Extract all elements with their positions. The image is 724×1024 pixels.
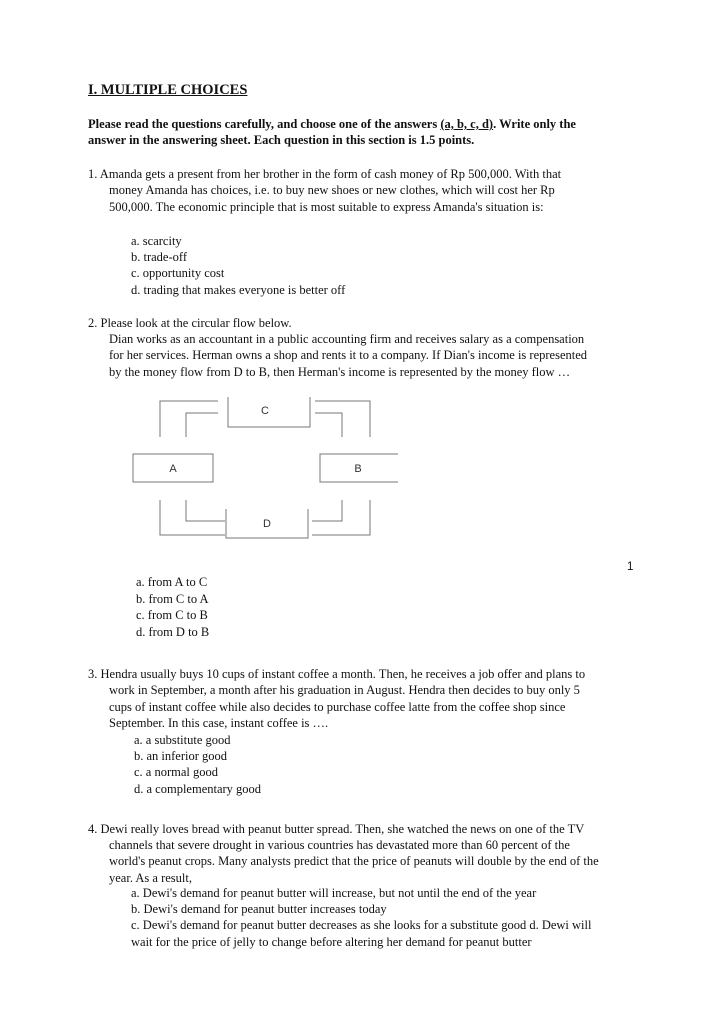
option-c: c. a normal good	[134, 765, 219, 780]
question-3-options	[134, 732, 261, 797]
question-2-line: 2. Please look at the circular flow below.	[88, 316, 292, 330]
question-2-body	[109, 331, 641, 380]
question-4-line: 4. Dewi really loves bread with peanut butter spread. Then, she watched the news on one of the TV	[88, 822, 585, 836]
question-2-line: for her services. Herman owns a shop and rents it to a company. If Dian's income is represented	[109, 348, 588, 363]
option-b: b. trade-off	[131, 250, 187, 265]
question-4-line: channels that severe drought in various countries has devastated more than 60 percent of the	[109, 838, 570, 852]
page-number: 1	[627, 561, 634, 573]
flow-line	[312, 500, 370, 535]
question-1-line: 500,000. The economic principle that is most suitable to express Amanda's situation is:	[109, 199, 544, 214]
question-4-line: world's peanut crops. Many analysts predict that the price of peanuts will double by the end of the	[109, 854, 599, 869]
flow-line	[160, 401, 218, 437]
circular-flow-diagram	[130, 395, 402, 545]
label-d: D	[263, 518, 271, 530]
question-2-line: Dian works as an accountant in a public accounting firm and receives salary as a compensation	[109, 332, 585, 346]
option-a: a. from A to C	[136, 575, 208, 589]
option-c: c. from C to B	[136, 608, 208, 623]
section-title: I. MULTIPLE CHOICES	[88, 82, 248, 98]
option-b: b. from C to A	[136, 591, 209, 606]
option-b: b. an inferior good	[134, 749, 228, 764]
flow-line	[186, 413, 218, 437]
option-b: b. Dewi's demand for peanut butter increases today	[131, 902, 387, 917]
instructions-line-1: Please read the questions carefully, and choose one of the answers (a, b, c, d). Write only the	[88, 117, 576, 131]
option-d: d. trading that makes everyone is better off	[131, 282, 346, 297]
flow-line	[312, 500, 342, 521]
label-a: A	[169, 463, 177, 475]
option-d: d. a complementary good	[134, 781, 262, 796]
question-1	[88, 166, 561, 215]
option-d: wait for the price of jelly to change before altering her demand for peanut butter	[131, 934, 532, 949]
question-4-line: year. As a result,	[109, 870, 192, 885]
question-4-body	[109, 837, 641, 886]
label-c: C	[261, 405, 269, 417]
question-3	[88, 666, 585, 731]
question-4-options	[131, 885, 591, 950]
question-3-line: cups of instant coffee while also decides to purchase coffee latte from the coffee shop since	[109, 699, 566, 714]
flow-line	[186, 500, 225, 521]
option-a: a. Dewi's demand for peanut butter will increase, but not until the end of the year	[131, 886, 537, 900]
question-3-line: 3. Hendra usually buys 10 cups of instant coffee a month. Then, he receives a job offer and plans to	[88, 667, 586, 681]
question-3-line: September. In this case, instant coffee is ….	[109, 715, 329, 730]
option-c: c. Dewi's demand for peanut butter decreases as she looks for a substitute good d. Dewi will	[131, 918, 592, 933]
label-b: B	[354, 463, 362, 475]
option-c: c. opportunity cost	[131, 266, 225, 281]
question-1-options	[131, 233, 345, 298]
question-1-line: 1. Amanda gets a present from her brother in the form of cash money of Rp 500,000. With that	[88, 167, 562, 181]
flow-line	[160, 500, 225, 535]
question-2-options	[136, 574, 209, 641]
option-a: a. a substitute good	[134, 733, 231, 747]
answers-reference: (a, b, c, d)	[440, 117, 494, 131]
flow-line	[315, 413, 342, 437]
option-d: d. from D to B	[136, 625, 210, 640]
option-a: a. scarcity	[131, 234, 182, 248]
question-2-line: by the money flow from D to B, then Herman's income is represented by the money flow …	[109, 364, 571, 379]
instructions	[88, 116, 576, 148]
question-3-line: work in September, a month after his graduation in August. Hendra then decides to buy only 5	[109, 683, 580, 698]
question-1-line: money Amanda has choices, i.e. to buy new shoes or new clothes, which will cost her Rp	[109, 183, 555, 198]
box-c	[228, 397, 310, 427]
instructions-line-2: answer in the answering sheet. Each question in this section is 1.5 points.	[88, 133, 475, 147]
